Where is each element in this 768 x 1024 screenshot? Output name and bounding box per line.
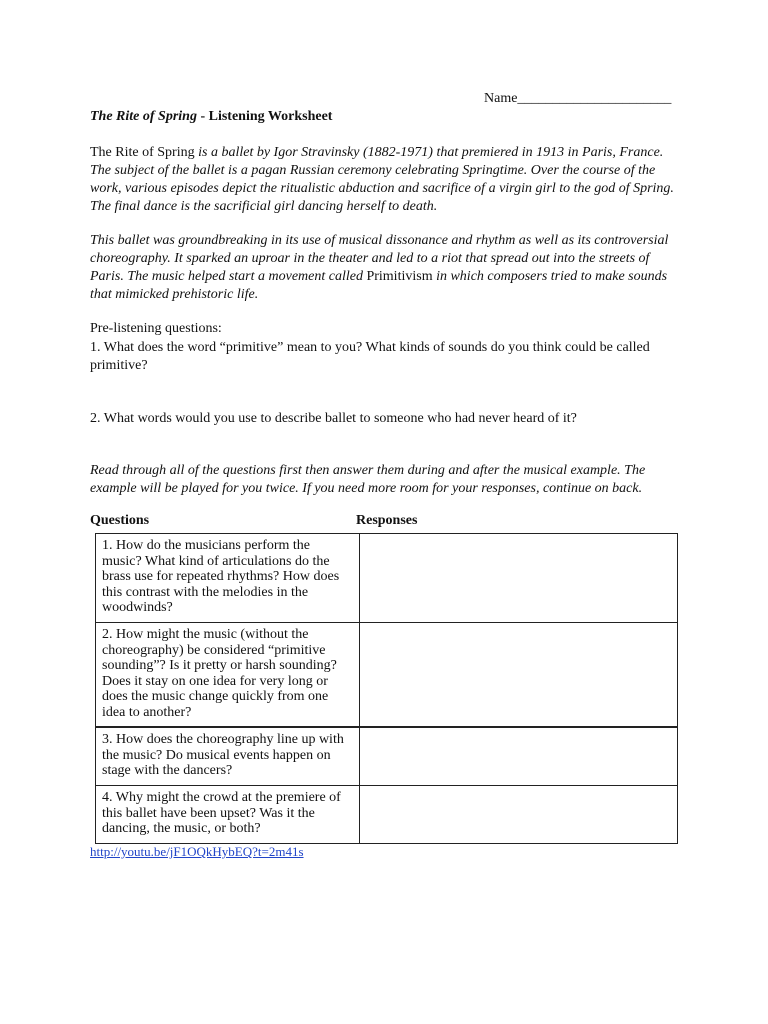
intro-text-1: is a ballet by Igor Stravinsky (1882-1971) that premiered in 1913 in Paris, France. The subject of the ballet is a pagan Russian ceremony celebrating Springtime. Over the course of the work, various episodes depict the ritualistic abduction and sacrifice of a virgin girl to the god of Spring. The final dance is the sacrificial girl dancing herself to death.: [90, 145, 674, 214]
table-row: [96, 623, 678, 728]
responses-column-header: Responses: [356, 513, 418, 528]
worksheet-title: [90, 108, 332, 126]
name-field[interactable]: Name______________________: [484, 91, 672, 106]
questions-column-header: Questions: [90, 513, 150, 528]
response-cell[interactable]: [360, 727, 678, 786]
question-cell: 3. How does the choreography line up with the music? Do musical events happen on stage with the dancers?: [96, 727, 360, 786]
response-cell[interactable]: [360, 786, 678, 844]
pre-listening-question-1: 1. What does the word “primitive” mean to you? What kinds of sounds do you think could be called primitive?: [90, 340, 650, 373]
video-link[interactable]: http://youtu.be/jF1OQkHybEQ?t=2m41s: [90, 844, 304, 859]
table-row: [96, 786, 678, 844]
response-cell[interactable]: [360, 534, 678, 623]
questions-table: [95, 533, 678, 844]
intro-paragraph-2: [90, 232, 676, 304]
question-cell: 2. How might the music (without the choreography) be considered “primitive sounding”? Is it pretty or harsh sounding? Does it stay on one idea for very long or does the music change quickly from one idea to another?: [96, 623, 360, 728]
intro-text-2a: This ballet was groundbreaking in its use of musical dissonance and rhythm as well as its controversial choreography. It sparked an uproar in the theater and led to a riot that spread out into the streets of Paris. The music helped start a movement called: [90, 233, 669, 284]
title-work: The Rite of Spring: [90, 109, 197, 124]
intro-paragraph-1: [90, 144, 676, 216]
intro-text-2b: in which composers tried to make sounds that mimicked prehistoric life.: [90, 269, 668, 302]
question-cell: 1. How do the musicians perform the music? What kind of articulations do the brass use for repeated rhythms? How does this contrast with the melodies in the woodwinds?: [96, 534, 360, 623]
listening-instructions: Read through all of the questions first then answer them during and after the musical example. The example will be played for you twice. If you need more room for your responses, continue on back.: [90, 463, 646, 496]
table-row: [96, 534, 678, 623]
intro-work-name: The Rite of Spring: [90, 145, 195, 160]
pre-listening-question-2: 2. What words would you use to describe ballet to someone who had never heard of it?: [90, 411, 577, 426]
title-rest: - Listening Worksheet: [196, 109, 333, 124]
response-cell[interactable]: [360, 623, 678, 728]
table-row: [96, 727, 678, 786]
primitivism-term: Primitivism: [366, 269, 433, 284]
question-cell: 4. Why might the crowd at the premiere of this ballet have been upset? Was it the dancing, the music, or both?: [96, 786, 360, 844]
pre-listening-heading: Pre-listening questions:: [90, 321, 222, 336]
